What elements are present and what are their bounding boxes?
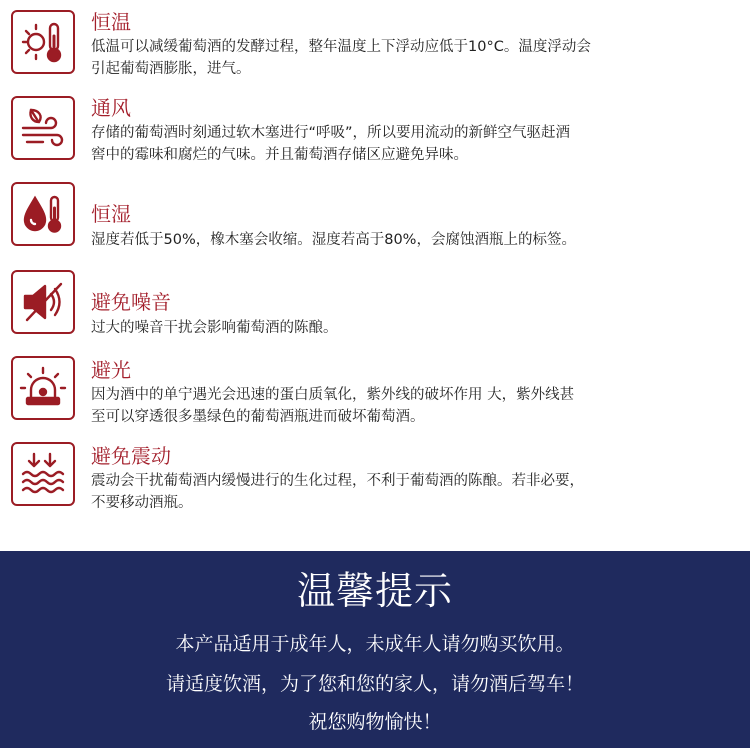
tip-description-line: 窖中的霉味和腐烂的气味。并且葡萄酒存储区应避免异味。 <box>91 147 468 163</box>
tip-title: 恒温 <box>91 10 131 34</box>
tip-description-line: 过大的噪音干扰会影响葡萄酒的陈酿。 <box>91 320 338 336</box>
warm-tips-line: 本产品适用于成年人，未成年人请勿购买饮用。 <box>175 633 575 655</box>
tip-description-line: 湿度若低于50%，橡木塞会收缩。湿度若高于80%，会腐蚀酒瓶上的标签。 <box>91 232 576 248</box>
warm-tips-banner <box>0 551 750 748</box>
tip-description <box>91 384 731 428</box>
tip-description-line: 至可以穿透很多墨绿色的葡萄酒瓶进而破坏葡萄酒。 <box>91 409 425 425</box>
tip-description-line: 不要移动酒瓶。 <box>91 495 193 511</box>
tip-description-line: 存储的葡萄酒时刻通过软木塞进行“呼吸”，所以要用流动的新鲜空气驱赶酒 <box>91 125 571 141</box>
tip-description <box>91 36 731 80</box>
thermometer-sun-icon <box>11 10 75 74</box>
warm-tips-line: 祝您购物愉快！ <box>308 711 442 733</box>
tip-description-line: 引起葡萄酒膨胀，进气。 <box>91 61 251 77</box>
tip-description <box>91 122 731 166</box>
tip-title: 避免震动 <box>91 444 171 468</box>
tip-title: 避光 <box>91 358 131 382</box>
humidity-thermometer-icon <box>11 182 75 246</box>
tip-title: 避免噪音 <box>91 290 171 314</box>
tip-description-line: 低温可以减缓葡萄酒的发酵过程，整年温度上下浮动应低于10°C。温度浮动会 <box>91 39 591 55</box>
tip-title: 通风 <box>91 96 131 120</box>
tip-description-line: 因为酒中的单宁遇光会迅速的蛋白质氧化，紫外线的破坏作用 大，紫外线甚 <box>91 387 575 403</box>
light-alarm-icon <box>11 356 75 420</box>
vibration-waves-icon <box>11 442 75 506</box>
tip-description-line: 震动会干扰葡萄酒内缓慢进行的生化过程，不利于葡萄酒的陈酿。若非必要， <box>91 473 584 489</box>
wind-leaf-icon <box>11 96 75 160</box>
tip-description <box>91 229 731 251</box>
speaker-mute-icon <box>11 270 75 334</box>
warm-tips-title: 温馨提示 <box>296 569 453 613</box>
tip-description <box>91 317 731 339</box>
warm-tips-line: 请适度饮酒，为了您和您的家人，请勿酒后驾车！ <box>165 673 584 695</box>
tip-description <box>91 470 731 514</box>
tip-title: 恒湿 <box>91 202 131 226</box>
